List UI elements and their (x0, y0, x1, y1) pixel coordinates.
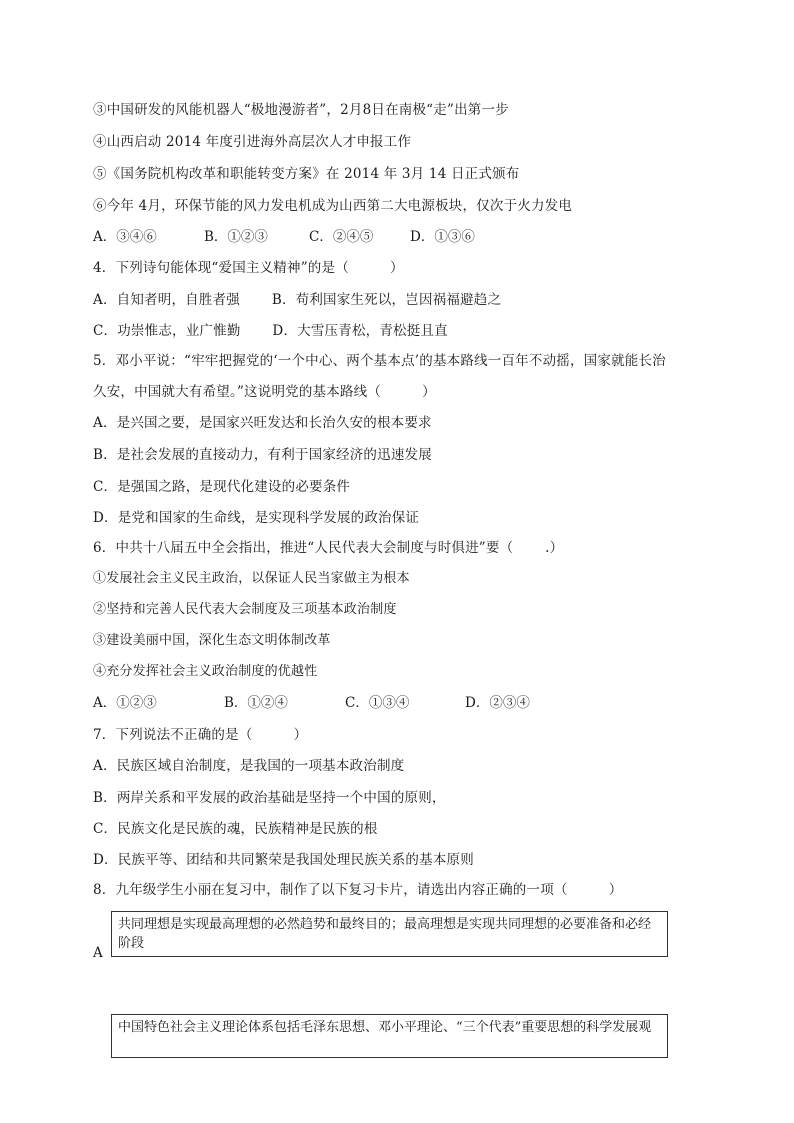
q4-options-line1: A．自知者明，自胜者强 B．苟利国家生死以，岂因祸福避趋之 (93, 292, 502, 308)
q4-stem: 4．下列诗句能体现“爱国主义精神”的是（ ） (93, 260, 404, 276)
statement-3: ③中国研发的风能机器人“极地漫游者”，2月8日在南极“走”出第一步 (93, 102, 509, 118)
card-b-text: 中国特色社会主义理论体系包括毛泽东思想、邓小平理论、“三个代表”重要思想的科学发展观 (118, 1020, 652, 1035)
q4-options-line2: C．功崇惟志，业广惟勤 D．大雪压青松，青松挺且直 (93, 323, 448, 339)
statement-6: ⑥今年 4月，环保节能的风力发电机成为山西第二大电源板块，仅次于火力发电 (93, 198, 573, 214)
q6-option-d: D．②③④ (465, 695, 530, 711)
q3-option-a: A．③④⑥ (93, 229, 157, 245)
q5-option-c: C．是强国之路，是现代化建设的必要条件 (93, 479, 351, 495)
q6-statement-4: ④充分发挥社会主义政治制度的优越性 (93, 664, 318, 679)
statement-5: ⑤《国务院机构改革和职能转变方案》在 2014 年 3月 14 日正式颁布 (93, 166, 520, 182)
q6-statement-1: ①发展社会主义民主政治，以保证人民当家做主为根本 (93, 571, 410, 586)
q6-statement-3: ③建设美丽中国，深化生态文明体制改革 (93, 633, 331, 648)
q3-option-b: B．①②③ (204, 229, 268, 245)
q3-options (93, 228, 513, 246)
q6-option-c: C．①③④ (345, 695, 410, 711)
review-card-b (111, 1014, 668, 1058)
review-card-a (111, 911, 668, 957)
q6-option-b: B．①②④ (224, 695, 288, 711)
q7-option-a: A．民族区域自治制度，是我国的一项基本政治制度 (93, 758, 405, 774)
q5-stem-line2: 久安，中国就大有希望。”这说明党的基本路线（ ） (93, 384, 436, 400)
card-a-text: 共同理想是实现最高理想的必然趋势和最终目的；最高理想是实现共同理想的必要准备和必经阶段 (118, 917, 652, 951)
q6-options (93, 694, 553, 712)
statement-4: ④山西启动 2014 年度引进海外高层次人才申报工作 (93, 134, 412, 150)
q5-option-d: D．是党和国家的生命线，是实现科学发展的政治保证 (93, 510, 420, 526)
q7-option-c: C．民族文化是民族的魂，民族精神是民族的根 (93, 821, 378, 837)
q6-option-a: A．①②③ (93, 695, 157, 711)
q3-option-c: C．②④⑤ (309, 229, 374, 245)
q7-option-b: B．两岸关系和平发展的政治基础是坚持一个中国的原则， (93, 790, 446, 806)
q6-stem: 6．中共十八届五中全会指出，推进“人民代表大会制度与时俱进”要（ .） (93, 540, 564, 556)
q8-stem: 8．九年级学生小丽在复习中，制作了以下复习卡片，请选出内容正确的一项（ ） (93, 882, 623, 898)
q6-statement-2: ②坚持和完善人民代表大会制度及三项基本政治制度 (93, 602, 397, 617)
q5-option-b: B．是社会发展的直接动力，有利于国家经济的迅速发展 (93, 447, 432, 463)
q5-option-a: A．是兴国之要，是国家兴旺发达和长治久安的根本要求 (93, 415, 432, 431)
card-a-letter: A (93, 945, 103, 961)
q3-option-d: D．①③⑥ (410, 229, 475, 245)
q7-option-d: D．民族平等、团结和共同繁荣是我国处理民族关系的基本原则 (93, 852, 474, 868)
q5-stem-line1: 5．邓小平说：“牢牢把握党的‘一个中心、两个基本点’的基本路线一百年不动摇，国家就能长治 (93, 353, 666, 369)
q7-stem: 7．下列说法不正确的是（ ） (93, 727, 308, 743)
